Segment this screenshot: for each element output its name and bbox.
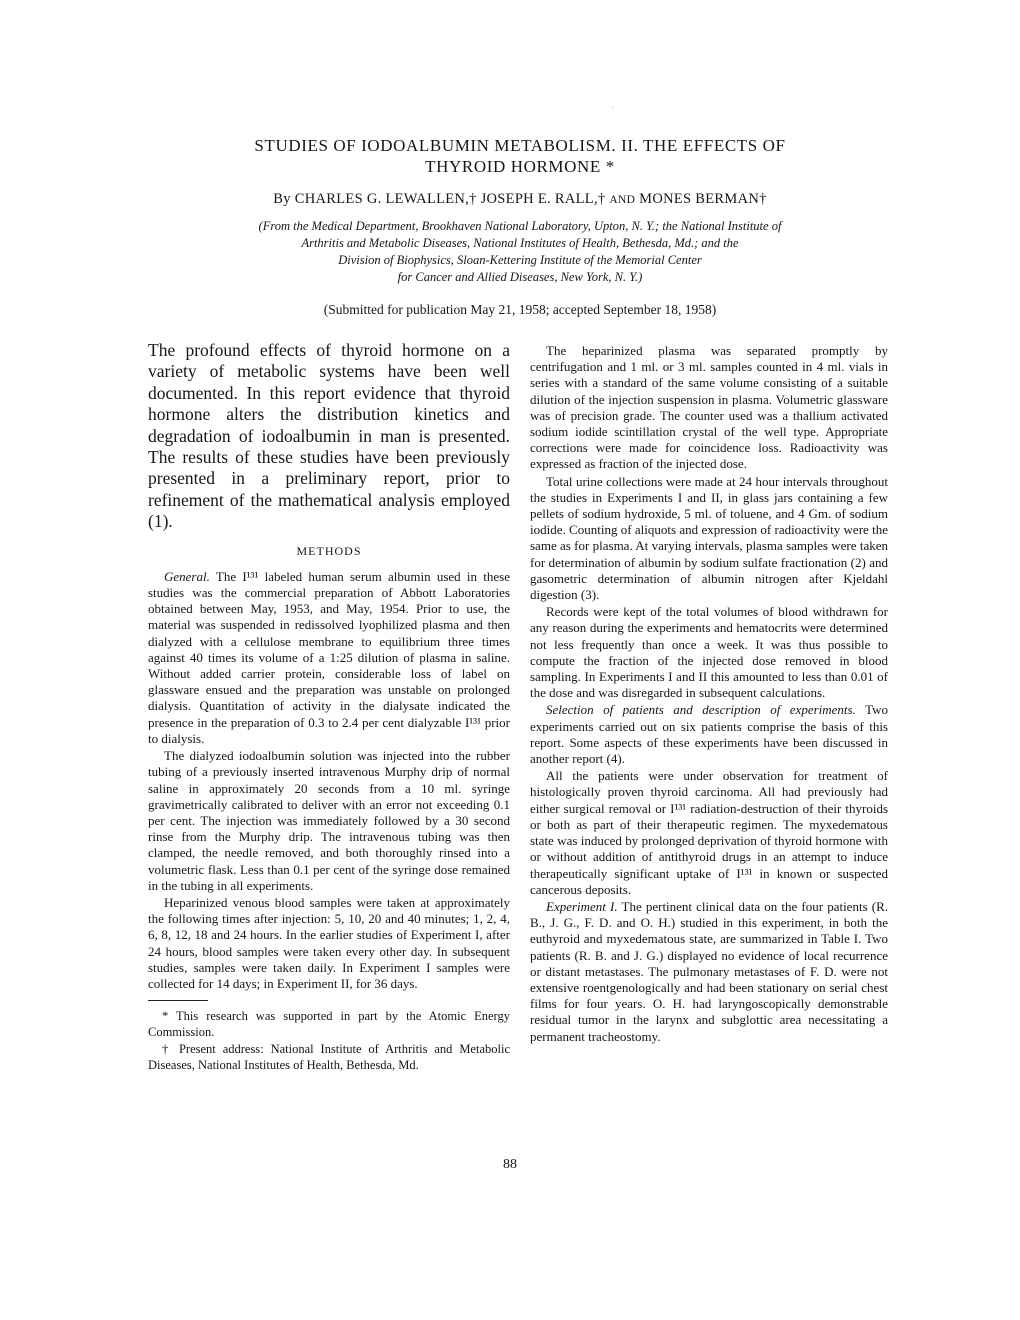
blood-sampling-paragraph: Heparinized venous blood samples were taken at approximately the following times after injection: 5, 10, 20 and 40 minutes; 1, 2, 4, 6, 8, 12, 18 and 24 hours. In the earlier studies of Experiment I, after 24 hours, blood samples were taken every other day. In subsequent studies, samples were taken daily. In Experiment I samples were collected for 14 days; in Experiment II, for 36 days. [148, 894, 510, 991]
title-line-1: STUDIES OF IODOALBUMIN METABOLISM. II. THE EFFECTS OF [254, 136, 786, 155]
byline-and: AND [609, 194, 636, 206]
lead-paragraph: The profound effects of thyroid hormone on a variety of metabolic systems have been well documented. In this report evidence that thyroid hormone alters the distribution kinetics and degradation of iodoalbumin in man is presented. The results of these studies have been previously presented in a preliminary report, prior to refinement of the mathematical analysis employed (1). [148, 340, 510, 532]
footnote-address: † Present address: National Institute of Arthritis and Metabolic Diseases, National Institutes of Health, Bethesda, Md. [148, 1042, 510, 1072]
left-column [148, 340, 510, 1075]
plasma-counting-paragraph: The heparinized plasma was separated promptly by centrifugation and 1 ml. or 3 ml. samples counted in 4 ml. vials in series with a standard of the same volume consisting of a suitable dilution of the injection suspension in plasma. Volumetric glassware was of precision grade. The counter used was a thallium activated sodium iodide scintillation crystal of the well type. Appropriate corrections were made for coincidence loss. Radioactivity was expressed as fraction of the injected dose. [530, 343, 888, 472]
general-text: The I¹³¹ labeled human serum albumin used in these studies was the commercial preparation of Abbott Laboratories obtained between May, 1953, and May, 1954. Prior to use, the material was suspended in redissolved lyophilized plasma and then dialyzed with a cellulose membrane to equilibrium three times against 40 times its volume of a 1:25 dilution of plasma in saline. Without added carrier protein, considerable loss of label on glassware ensued and the preparation was unstable on prolonged dialysis. Quantitation of activity in the dialysate indicated the presence in the preparation of 0.3 to 2.4 per cent dialyzable I¹³¹ prior to dialysis. [148, 568, 510, 746]
title-line-2: THYROID HORMONE * [425, 157, 615, 176]
patients-paragraph: All the patients were under observation for treatment of histologically proven thyroid carcinoma. All had previously had either surgical removal or I¹³¹ radiation-destruction of their thyroids or both as part of their therapeutic regimen. The myxedematous state was induced by prolonged deprivation of thyroid hormone with or without addition of antithyroid drugs in an attempt to induce therapeutically significant uptake of I¹³¹ in known or suspected cancerous deposits. [530, 768, 888, 897]
article-title [120, 135, 920, 177]
selection-label: Selection of patients and description of experiments. [546, 702, 856, 718]
affiliation-line-3: Division of Biophysics, Sloan-Kettering Institute of the Memorial Center [338, 253, 702, 267]
submission-dates: (Submitted for publication May 21, 1958; accepted September 18, 1958) [323, 302, 717, 317]
selection-text: Two experiments carried out on six patients comprise the basis of this report. Some aspects of these experiments have been discussed in another report (4). [530, 702, 889, 767]
methods-general-paragraph [148, 569, 510, 747]
byline-authors: CHARLES G. LEWALLEN,† JOSEPH E. RALL,† [294, 191, 606, 207]
general-label: General. [164, 568, 210, 584]
affiliation [100, 218, 940, 286]
footnote-funding: * This research was supported in part by the Atomic Energy Commission. [148, 1009, 510, 1039]
author-byline [120, 191, 920, 208]
affiliation-line-2: Arthritis and Metabolic Diseases, National Institutes of Health, Bethesda, Md.; and the [301, 236, 739, 250]
byline-last-author: MONES BERMAN† [639, 191, 767, 207]
urine-collection-paragraph: Total urine collections were made at 24 hour intervals throughout the studies in Experiments I and II, in glass jars containing a few pellets of sodium hydroxide, 5 ml. of toluene, and 4 Gm. of sodium iodide. Counting of aliquots and expression of radioactivity were the same as for plasma. At varying intervals, plasma samples were taken for determination of albumin by sodium sulfate fractionation (2) and gasometric determination of albumin nitrogen after Kjeldahl digestion (3). [530, 473, 888, 603]
patient-selection-paragraph [530, 702, 888, 767]
affiliation-line-1: (From the Medical Department, Brookhaven National Laboratory, Upton, N. Y.; the National Institute of [258, 219, 782, 233]
experiment-one-paragraph [530, 899, 888, 1045]
experiment-one-label: Experiment I. [546, 898, 618, 914]
methods-heading: METHODS [296, 543, 362, 558]
affiliation-line-4: for Cancer and Allied Diseases, New York, N. Y.) [397, 270, 643, 284]
corner-mark: ' [612, 105, 614, 114]
page-number: 88 [503, 1157, 517, 1172]
footnote-divider [148, 1000, 208, 1001]
experiment-one-text: The pertinent clinical data on the four patients (R. B., J. G., F. D. and O. H.) studied in this experiment, in both the euthyroid and myxedematous state, are summarized in Table I. Two patients (R. B. and J. G.) displayed no evidence of local recurrence or distant metastases. The pulmonary metastases of F. D. were not extensive roentgenologically and had been stationary on serial chest films for four years. O. H. had laryngoscopically demonstrable residual tumor in the larynx and subglottic area necessitating a permanent tracheostomy. [530, 898, 888, 1044]
right-column [530, 343, 888, 1046]
blood-records-paragraph: Records were kept of the total volumes of blood withdrawn for any reason during the experiments and hematocrits were determined not less frequently than once a week. It was thus possible to compute the fraction of the injected dose removed in blood sampling. In Experiments I and II this amounted to less than 0.01 of the dose and was disregarded in subsequent calculations. [530, 604, 888, 701]
byline-by: By [273, 191, 291, 207]
injection-paragraph: The dialyzed iodoalbumin solution was injected into the rubber tubing of a previously inserted intravenous Murphy drip of normal saline in approximately 20 seconds from a 10 ml. syringe gravimetrically calibrated to deliver with an error not exceeding 0.1 per cent. The injection was immediately followed by a 30 second rinse from the Murphy drip. The intravenous tubing was then clamped, the needle removed, and both thoroughly rinsed into a volumetric flask. Less than 0.1 per cent of the syringe dose remained in the tubing in all experiments. [148, 748, 510, 893]
